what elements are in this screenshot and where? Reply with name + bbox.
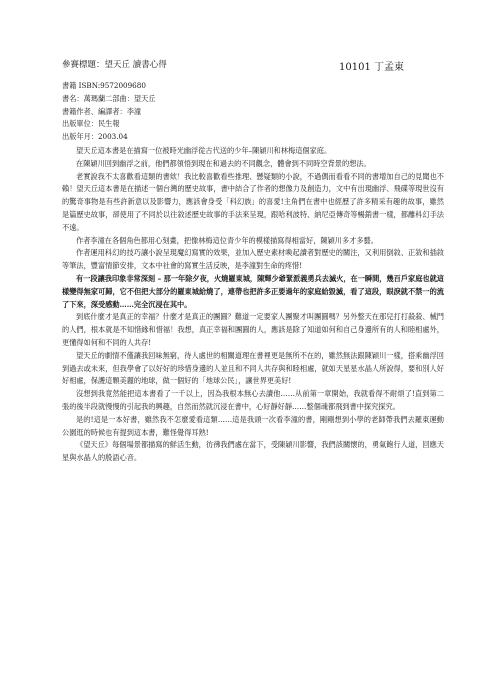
document-header <box>62 58 444 74</box>
entry-id: 10101 丁孟東 <box>339 62 404 73</box>
book-title: 書名：萬瑪蘭二部曲：望天丘 <box>62 93 156 103</box>
book-info <box>62 80 444 144</box>
paragraph: 作者運用科幻的技巧讓小說呈現魔幻寫實的效果，並加入歷史素材喚起讀者對歷史的關注，又利用倒敘、正敘和插敘等筆法，豐富情節安排，文本中社會的寫實生活反映，是李潼對生命的疼惜! <box>62 248 444 271</box>
paragraph: 是的!這是一本好書，雖然我不怎麼愛看這類……這是我頭一次看李潼的書，剛剛想到小學的老師帶我們去羅東運動公園逛的時候也有提到這本書，難怪覺得耳熟! <box>62 414 444 437</box>
book-isbn: 書籍 ISBN:9572009680 <box>62 81 146 90</box>
book-author: 書籍作者、編譯者：李潼 <box>62 106 142 116</box>
book-pub-date: 出版年月：2003.04 <box>62 132 128 142</box>
paragraph: 作者李潼在各個角色都用心刻畫，把像林梅這位青少年的模樣描寫得相當好，陳穎川多才多藝。 <box>76 235 378 245</box>
essay-body <box>62 145 444 465</box>
book-publisher: 出版單位：民生報 <box>62 119 120 129</box>
paragraph: 老實說我不太喜歡看這類的書欸！我比較喜歡看些推理、懸疑類的小說，不過偶而看看不同的書增加自己的見聞也不賴！望天丘這本書是在描述一個台灣的歷史故事，書中結合了作者的想像力及創造力，文中有出現幽浮、飛碟等現世沒有的驚奇事物是有些許新意以及影響力，應該會身受「科幻族」的喜愛!主角們在書中也經歷了許多精采有趣的故事，雖然是篇歷史故事，卻使用了不同於以往敘述歷史故事的手法來呈現，跟哈利波特、納尼亞傳奇等暢銷書一樣，都離科幻手法不遠。 <box>62 171 444 232</box>
paragraph: 望天丘這本書是在描寫一位被時光幽浮從古代送的少年–陳穎川和林梅這個家庭。 <box>76 145 332 155</box>
paragraph-highlight: 有一段讓我印象非常深刻 – 那一年除夕夜，火燒羅東城，陳輝少爺緊派義勇兵去滅火，在一瞬間，幾百戶家庭也就這樣變得無家可歸，它不但把大部分的羅東城給燒了，連帶也把許多正要過年的家庭給毀滅，看了這段，眼淚就不禁一的流了下來，深受感動……完全沉浸在其中。 <box>62 273 444 309</box>
paragraph: 《望天丘》每個場景都描寫的鮮活生動，彷彿我們處在當下，受陳穎川影響，我們該關懷的，勇氣飽行人道，回應天星與水晶人的殷語心音。 <box>62 440 444 463</box>
paragraph: 沒想到我竟然能把這本書看了一千以上，因為我根本無心去讀他……从前第一章開始，我就看得不耐煩了!直到第二張的後半段就慢慢的引起我的興趣，自然而然就沉浸在書中，心好靜好靜……整個魂都飛到書中探究探究。 <box>62 389 444 411</box>
paragraph: 在陳穎川回到幽浮之前，他們都領悟到現在和過去的不同觀念，體會到不同時空背景的想法。 <box>76 158 371 168</box>
paragraph: 到底什麼才是真正的幸福？什麼才是真正的團圓？難道一定要家人團聚才叫團圓嗎？另外整天在那兒打打殺殺、械鬥的人們，根本就是不知惜緣和惜福！我想，真正幸福和團圓的人，應該是除了知道如何和自己身邊所有的人和睦相處外，更懂得如何和不同的人共存! <box>62 312 444 347</box>
paragraph: 望天丘的劇情不僅讓我回味無窮，待人處世的相關道理在書裡更是無所不在的，雖然無法跟陳穎川一樣，搭乘幽浮回到過去或未來，但我學會了以好好的珍惜身邊的人並且和不同人共存與和睦相處，就如天星星水晶人所說得，要和別人好好相處，保護這顆美麗的地球，做一個好的「地球公民」，讓世界更美好! <box>62 350 444 386</box>
contest-title: 參賽標題：望天丘 讀書心得 <box>62 60 167 70</box>
